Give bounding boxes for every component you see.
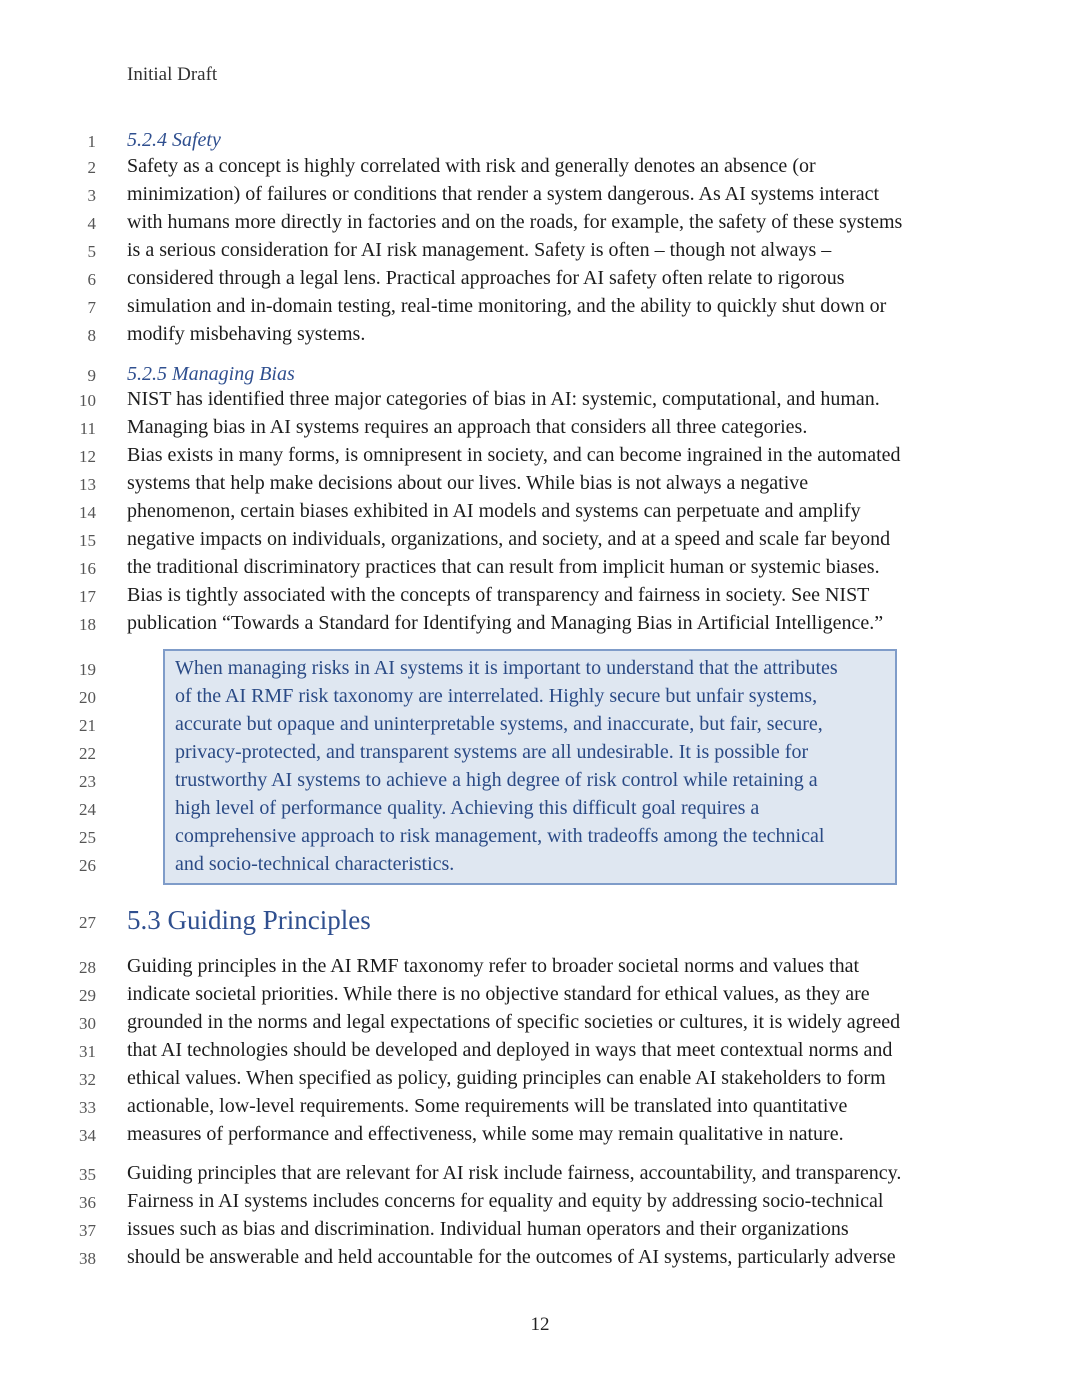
callout-text-line: privacy-protected, and transparent systems are all undesirable. It is possible for: [175, 741, 809, 763]
line-number: 4: [87, 214, 96, 233]
body-text-line: Bias exists in many forms, is omnipresent in society, and can become ingrained in the automated: [127, 444, 901, 466]
body-text-line: Guiding principles in the AI RMF taxonomy refer to broader societal norms and values that: [127, 955, 860, 977]
body-text-line: Guiding principles that are relevant for AI risk include fairness, accountability, and transparency.: [127, 1162, 902, 1184]
subsection-heading: 5.2.4 Safety: [127, 129, 221, 151]
line-number: 10: [79, 391, 96, 410]
line-number: 18: [79, 615, 96, 634]
line-number: 24: [79, 800, 96, 819]
subsection-heading: 5.2.5 Managing Bias: [127, 363, 295, 385]
line-number: 25: [79, 828, 96, 847]
line-number: 20: [79, 688, 96, 707]
body-text-line: should be answerable and held accountable for the outcomes of AI systems, particularly adverse: [127, 1246, 896, 1268]
line-number: 22: [79, 744, 96, 763]
body-text-line: minimization) of failures or conditions that render a system dangerous. As AI systems interact: [127, 183, 880, 205]
line-number: 9: [87, 366, 96, 385]
line-number: 14: [79, 503, 96, 522]
body-text-line: issues such as bias and discrimination. Individual human operators and their organizations: [127, 1218, 849, 1240]
line-number: 17: [79, 587, 96, 606]
line-number: 35: [79, 1165, 96, 1184]
line-number: 23: [79, 772, 96, 791]
line-number: 38: [79, 1249, 96, 1268]
body-text-line: Safety as a concept is highly correlated with risk and generally denotes an absence (or: [127, 155, 816, 177]
body-text-line: the traditional discriminatory practices that can result from implicit human or systemic biases.: [127, 556, 880, 578]
line-number: 19: [79, 660, 96, 679]
body-text-line: Fairness in AI systems includes concerns for equality and equity by addressing socio-technical: [127, 1190, 884, 1212]
line-number: 3: [87, 186, 96, 205]
line-number: 8: [87, 326, 96, 345]
section-heading: 5.3 Guiding Principles: [127, 905, 371, 935]
line-number: 11: [79, 419, 96, 438]
line-number: 21: [79, 716, 96, 735]
line-number: 5: [87, 242, 96, 261]
page-number: 12: [530, 1314, 550, 1335]
body-text-line: simulation and in-domain testing, real-time monitoring, and the ability to quickly shut down or: [127, 295, 887, 317]
body-text-line: NIST has identified three major categories of bias in AI: systemic, computational, and human.: [127, 388, 880, 410]
line-number: 31: [79, 1042, 96, 1061]
body-text-line: considered through a legal lens. Practical approaches for AI safety often relate to rigorous: [127, 267, 845, 289]
line-number: 34: [79, 1126, 96, 1145]
body-text-line: grounded in the norms and legal expectations of specific societies or cultures, it is widely agreed: [127, 1011, 901, 1033]
body-text-line: actionable, low-level requirements. Some requirements will be translated into quantitative: [127, 1095, 848, 1117]
callout-text-line: accurate but opaque and uninterpretable systems, and inaccurate, but fair, secure,: [175, 713, 823, 735]
line-number: 37: [79, 1221, 96, 1240]
callout-text-line: high level of performance quality. Achieving this difficult goal requires a: [175, 797, 760, 819]
line-number: 28: [79, 958, 96, 977]
body-text-line: negative impacts on individuals, organizations, and society, and at a speed and scale far beyond: [127, 528, 891, 550]
body-text-line: modify misbehaving systems.: [127, 323, 366, 345]
body-text-line: phenomenon, certain biases exhibited in AI models and systems can perpetuate and amplify: [127, 500, 861, 522]
body-text-line: publication “Towards a Standard for Identifying and Managing Bias in Artificial Intelligence.”: [127, 612, 884, 634]
line-number: 26: [79, 856, 96, 875]
body-text-line: is a serious consideration for AI risk management. Safety is often – though not always –: [127, 239, 832, 261]
line-number: 32: [79, 1070, 96, 1089]
line-number: 16: [79, 559, 96, 578]
line-number: 15: [79, 531, 96, 550]
line-number: 6: [87, 270, 96, 289]
line-number: 36: [79, 1193, 96, 1212]
line-number: 13: [79, 475, 96, 494]
line-number: 12: [79, 447, 96, 466]
body-text-line: with humans more directly in factories and on the roads, for example, the safety of these systems: [127, 211, 903, 233]
callout-text-line: trustworthy AI systems to achieve a high degree of risk control while retaining a: [175, 769, 818, 791]
body-text-line: ethical values. When specified as policy, guiding principles can enable AI stakeholders to form: [127, 1067, 886, 1089]
line-number: 7: [87, 298, 96, 317]
line-number: 33: [79, 1098, 96, 1117]
running-header: Initial Draft: [127, 64, 218, 85]
callout-text-line: When managing risks in AI systems it is important to understand that the attributes: [175, 657, 838, 679]
line-number: 1: [87, 132, 96, 151]
body-text-line: Managing bias in AI systems requires an approach that considers all three categories.: [127, 416, 808, 438]
body-text-line: Bias is tightly associated with the concepts of transparency and fairness in society. See NIST: [127, 584, 870, 606]
line-number: 27: [79, 913, 96, 932]
callout-text-line: of the AI RMF risk taxonomy are interrelated. Highly secure but unfair systems,: [175, 685, 818, 707]
callout-text-line: and socio-technical characteristics.: [175, 853, 455, 875]
line-number: 2: [87, 158, 96, 177]
line-number: 29: [79, 986, 96, 1005]
callout-text-line: comprehensive approach to risk management, with tradeoffs among the technical: [175, 825, 825, 847]
body-text-line: indicate societal priorities. While there is no objective standard for ethical values, as they are: [127, 983, 870, 1005]
body-text-line: that AI technologies should be developed and deployed in ways that meet contextual norms and: [127, 1039, 893, 1061]
line-number: 30: [79, 1014, 96, 1033]
body-text-line: systems that help make decisions about our lives. While bias is not always a negative: [127, 472, 809, 494]
body-text-line: measures of performance and effectiveness, while some may remain qualitative in nature.: [127, 1123, 844, 1145]
